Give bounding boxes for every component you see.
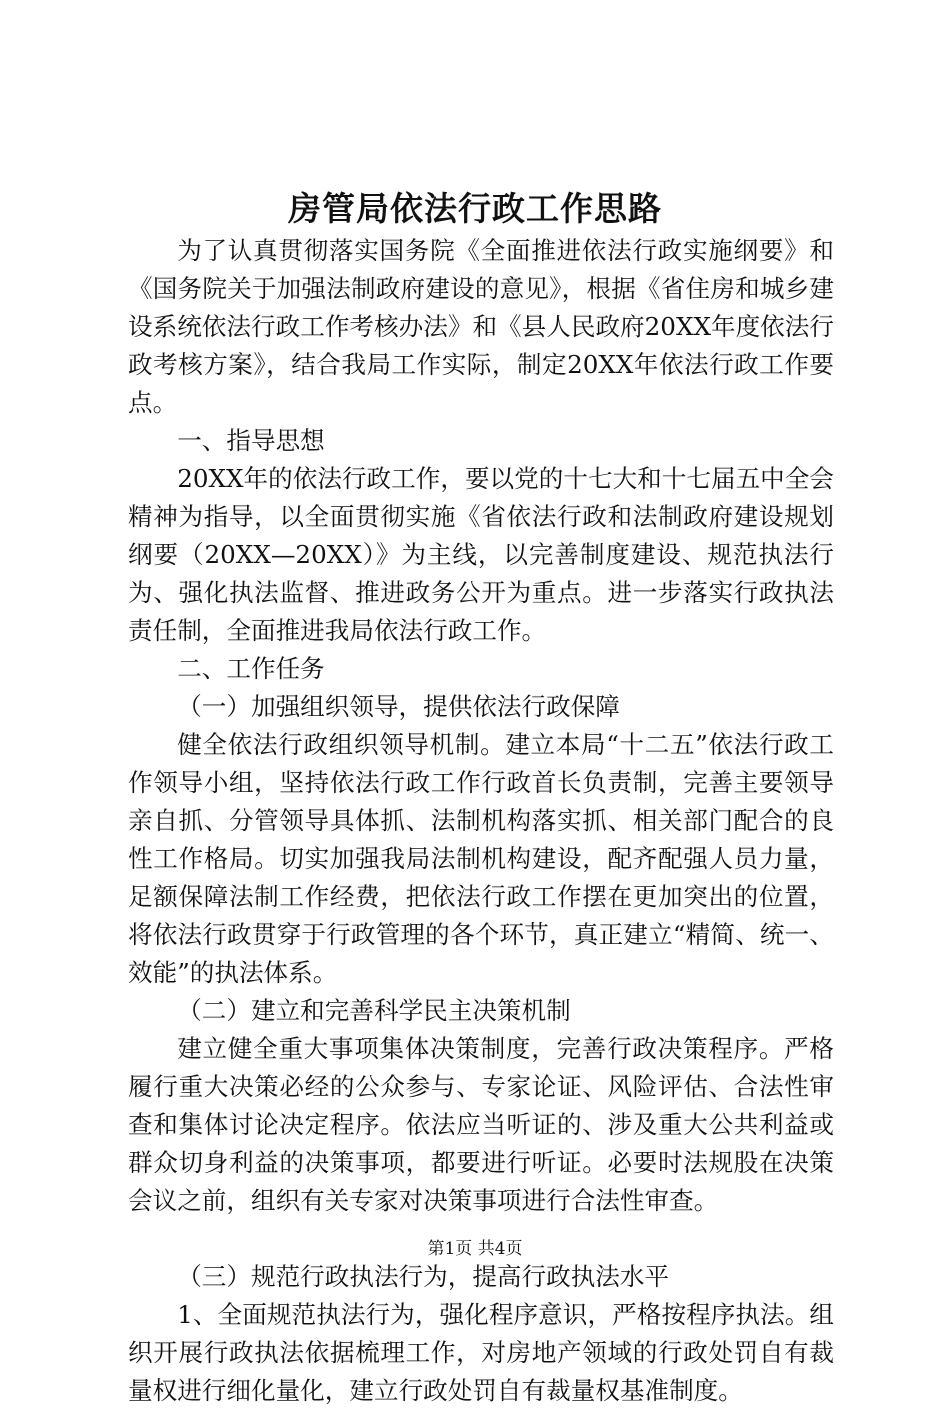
section-heading-guiding-thought: 一、指导思想 (177, 426, 325, 455)
subsection-heading-2: （二）建立和完善科学民主决策机制 (177, 996, 571, 1025)
subsection-heading-3: （三）规范行政执法行为，提高行政执法水平 (177, 1262, 670, 1291)
intro-paragraph: 为了认真贯彻落实国务院《全面推进依法行政实施纲要》和《国务院关于加强法制政府建设的意见》，根据《省住房和城乡建设系统依法行政工作考核办法》和《县人民政府20XX年度依法行政考核方案》，结合我局工作实际，制定20XX年依法行政工作要点。 (128, 236, 834, 417)
section-heading-work-tasks: 二、工作任务 (177, 654, 325, 683)
guiding-thought-paragraph: 20XX年的依法行政工作，要以党的十七大和十七届五中全会精神为指导，以全面贯彻实施《省依法行政和法制政府建设规划纲要（20XX—20XX）》为主线，以完善制度建设、规范执法行为、强化执法监督、推进政务公开为重点。进一步落实行政执法责任制，全面推进我局依法行政工作。 (128, 464, 834, 645)
document-title: 房管局依法行政工作思路 (288, 189, 662, 228)
page-number-footer: 第1页 共4页 (427, 1239, 523, 1259)
subsection-3-paragraph: 1、全面规范执法行为，强化程序意识，严格按程序执法。组织开展行政执法依据梳理工作，对房地产领域的行政处罚自有裁量权进行细化量化，建立行政处罚自有裁量权基准制度。 (128, 1300, 834, 1405)
document-body (128, 232, 834, 1410)
subsection-2-paragraph: 建立健全重大事项集体决策制度，完善行政决策程序。严格履行重大决策必经的公众参与、专家论证、风险评估、合法性审查和集体讨论决定程序。依法应当听证的、涉及重大公共利益或群众切身利益的决策事项，都要进行听证。必要时法规股在决策会议之前，组织有关专家对决策事项进行合法性审查。 (128, 1034, 834, 1215)
subsection-1-paragraph: 健全依法行政组织领导机制。建立本局“十二五”依法行政工作领导小组，坚持依法行政工作行政首长负责制，完善主要领导亲自抓、分管领导具体抓、法制机构落实抓、相关部门配合的良性工作格局。切实加强我局法制机构建设，配齐配强人员力量，足额保障法制工作经费，把依法行政工作摆在更加突出的位置，将依法行政贯穿于行政管理的各个环节，真正建立“精简、统一、效能”的执法体系。 (128, 730, 834, 987)
subsection-heading-1: （一）加强组织领导，提供依法行政保障 (177, 692, 620, 721)
